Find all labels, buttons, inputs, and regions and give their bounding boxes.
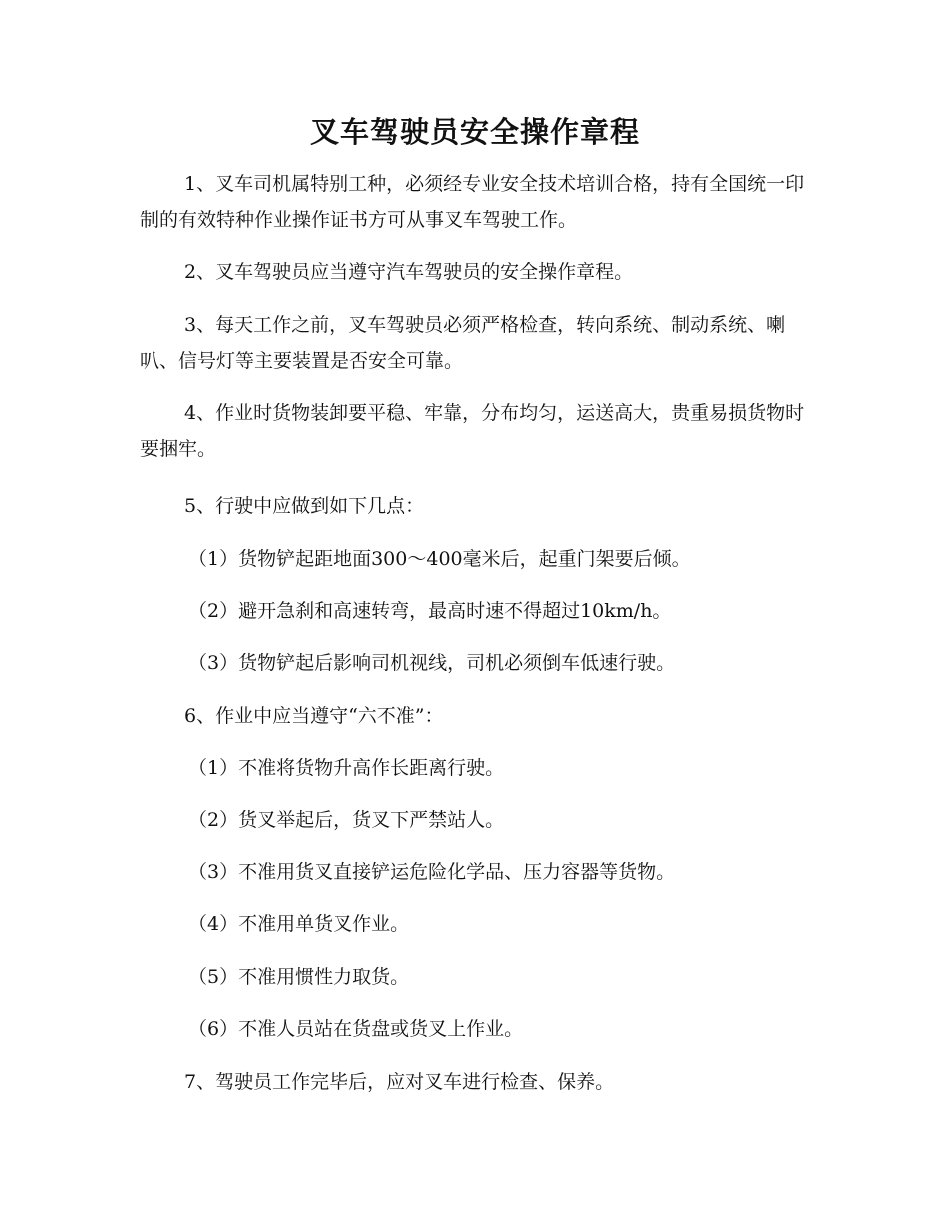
sub-item-6-4: （4）不准用单货叉作业。	[188, 913, 410, 935]
sub-item-6-5: （5）不准用惯性力取货。	[188, 966, 410, 988]
sub-item-5-1: （1）货物铲起距地面300～400毫米后，起重门架要后倾。	[188, 548, 691, 570]
sub-item-6-2: （2）货叉举起后，货叉下严禁站人。	[188, 809, 505, 831]
paragraph-1: 1、叉车司机属特别工种，必须经专业安全技术培训合格，持有全国统一印制的有效特种作业操作证书方可从事叉车驾驶工作。	[140, 173, 805, 231]
paragraph-2: 2、叉车驾驶员应当遵守汽车驾驶员的安全操作章程。	[184, 261, 634, 283]
sub-item-5-2: （2）避开急刹和高速转弯，最高时速不得超过10km/h。	[188, 600, 672, 622]
sub-item-6-1: （1）不准将货物升高作长距离行驶。	[188, 757, 505, 779]
paragraph-7: 7、驾驶员工作完毕后，应对叉车进行检查、保养。	[184, 1071, 615, 1093]
sub-item-6-6: （6）不准人员站在货盘或货叉上作业。	[188, 1018, 524, 1040]
paragraph-4: 4、作业时货物装卸要平稳、牢靠，分布均匀，运送高大，贵重易损货物时要捆牢。	[140, 402, 805, 460]
paragraph-5: 5、行驶中应做到如下几点：	[184, 495, 425, 517]
paragraph-3: 3、每天工作之前，叉车驾驶员必须严格检查，转向系统、制动系统、喇叭、信号灯等主要装置是否安全可靠。	[140, 314, 786, 372]
sub-item-6-3: （3）不准用货叉直接铲运危险化学品、压力容器等货物。	[188, 861, 676, 883]
sub-item-5-3: （3）货物铲起后影响司机视线，司机必须倒车低速行驶。	[188, 652, 676, 674]
paragraph-6: 6、作业中应当遵守“六不准”：	[184, 705, 444, 727]
document-title: 叉车驾驶员安全操作章程	[309, 115, 640, 149]
